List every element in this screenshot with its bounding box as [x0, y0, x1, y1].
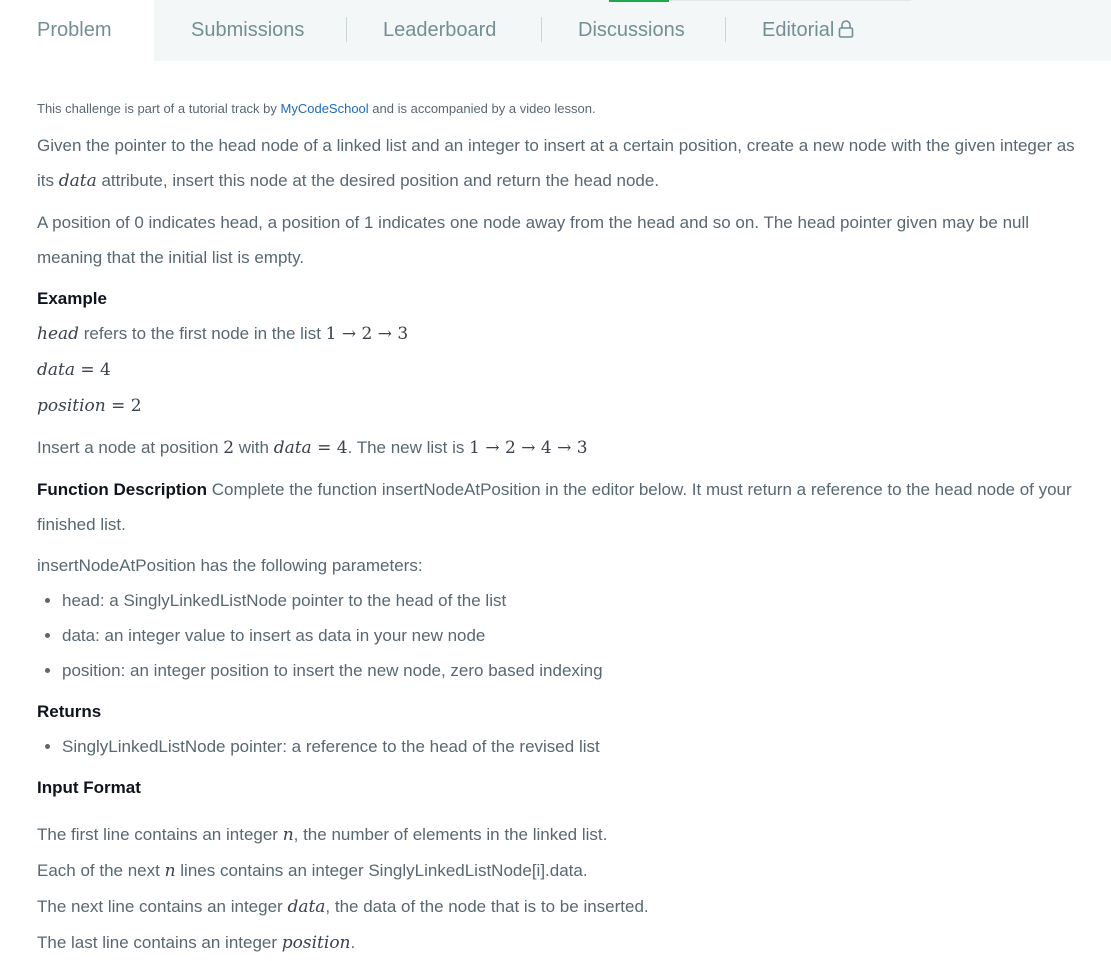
math-position: position: [37, 396, 106, 416]
tutorial-note-text: This challenge is part of a tutorial track by: [37, 101, 281, 116]
result-text-with: with: [234, 438, 274, 457]
input-text: , the data of the node that is to be inserted.: [325, 897, 649, 916]
input-text: Each of the next: [37, 861, 165, 880]
math-n: n: [282, 825, 294, 845]
input-line: [37, 817, 1077, 853]
parameters-intro: insertNodeAtPosition has the following parameters:: [37, 556, 423, 575]
math-data-eq: = 4: [74, 360, 111, 380]
problem-statement: [37, 98, 1077, 961]
input-text: The last line contains an integer: [37, 933, 282, 952]
math-data: data: [58, 171, 97, 191]
input-text: .: [350, 933, 356, 952]
example-heading: Example: [37, 289, 107, 308]
example-head-line: [37, 316, 1077, 352]
result-text-list: . The new list is: [347, 438, 470, 457]
math-new-list: 1 → 2 → 4 → 3: [469, 438, 588, 458]
lock-icon: [838, 20, 854, 38]
list-item: • SinglyLinkedListNode pointer: a reference to the head of the revised list: [62, 729, 1077, 764]
tab-leaderboard[interactable]: Leaderboard: [383, 19, 497, 41]
function-description: [37, 472, 1077, 542]
math-position: position: [281, 933, 351, 953]
math-list: 1 → 2 → 3: [325, 324, 409, 344]
list-item: • data: an integer value to insert as data in your new node: [62, 618, 1077, 653]
math-data: data: [37, 360, 75, 380]
returns-list: [37, 729, 1077, 764]
input-text: The first line contains an integer: [37, 825, 283, 844]
example-result: [37, 430, 1077, 466]
math-position-eq: = 2: [105, 396, 142, 416]
input-text: The next line contains an integer: [37, 897, 288, 916]
tutorial-note-text-end: and is accompanied by a video lesson.: [368, 101, 596, 116]
list-item: • head: a SinglyLinkedListNode pointer to the head of the list: [62, 583, 1077, 618]
input-format-heading: Input Format: [37, 778, 141, 797]
input-line: [37, 889, 1077, 925]
mycodeschool-link[interactable]: MyCodeSchool: [280, 101, 369, 116]
returns-heading: Returns: [37, 702, 102, 721]
math-two: 2: [223, 438, 235, 458]
tab-editorial-label: Editorial: [762, 19, 835, 41]
math-data: data: [273, 438, 312, 458]
math-n: n: [164, 861, 176, 881]
math-data-eq: = 4: [311, 438, 348, 458]
function-description-text: Complete the function insertNodeAtPosition in the editor below. It must return a reference to the head node of your finished list.: [37, 480, 1072, 534]
desc-text: Given the pointer to the head node of a linked list and an integer to insert at a certain position, create a new node with the given integer as its: [37, 136, 1075, 190]
desc-text-end: attribute, insert this node at the desired position and return the head node.: [96, 171, 660, 190]
tab-editorial[interactable]: [762, 0, 854, 61]
result-text: Insert a node at position: [37, 438, 224, 457]
input-text: , the number of elements in the linked list.: [293, 825, 608, 844]
tab-discussions[interactable]: Discussions: [578, 19, 685, 41]
example-data-line: [37, 352, 1077, 388]
tab-separator: [346, 17, 347, 42]
math-data: data: [287, 897, 326, 917]
math-head: head: [37, 324, 80, 344]
tab-submissions[interactable]: Submissions: [191, 19, 305, 41]
input-line: [37, 925, 1077, 961]
example-head-text: refers to the first node in the list: [79, 324, 326, 343]
tab-bar: [0, 0, 1111, 61]
input-line: [37, 853, 1077, 889]
list-item: • position: an integer position to insert the new node, zero based indexing: [62, 653, 1077, 688]
tab-separator: [725, 17, 726, 42]
function-description-heading: Function Description: [37, 480, 207, 499]
example-position-line: [37, 388, 1077, 424]
tab-separator: [541, 17, 542, 42]
tab-problem[interactable]: Problem: [37, 19, 112, 41]
tutorial-note: [37, 98, 1077, 120]
input-text: lines contains an integer SinglyLinkedListNode[i].data.: [175, 861, 588, 880]
parameters-list: [37, 583, 1077, 688]
description-paragraph: [37, 128, 1077, 199]
position-paragraph: A position of 0 indicates head, a position of 1 indicates one node away from the head and so on. The head pointer given may be null meaning that the initial list is empty.: [37, 213, 1030, 267]
